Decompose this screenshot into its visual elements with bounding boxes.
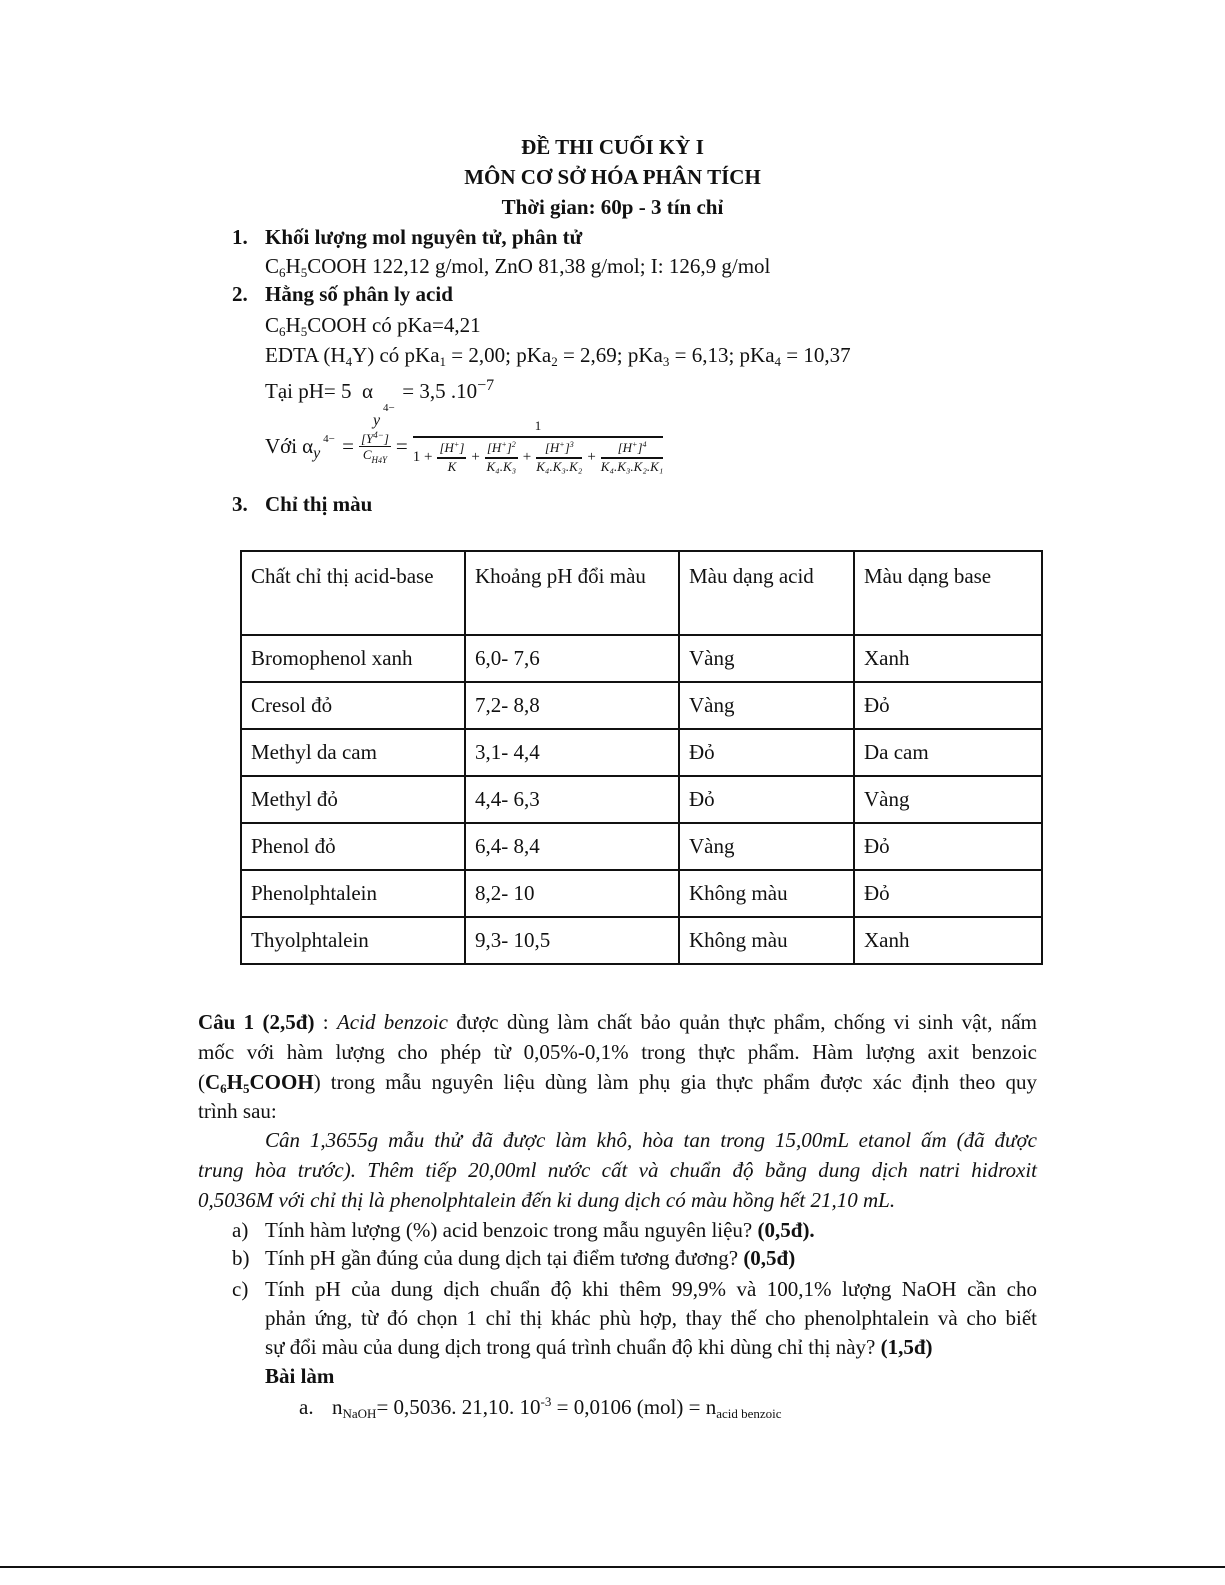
section-heading: Chỉ thị màu bbox=[265, 492, 373, 516]
section-heading: Khối lượng mol nguyên tử, phân tử bbox=[265, 225, 583, 249]
table-cell: Bromophenol xanh bbox=[241, 635, 465, 682]
section-number: 1. bbox=[232, 225, 248, 249]
subquestion-label: a) bbox=[232, 1218, 249, 1242]
alpha-formula: Với α y 4− = $\frac{[Y^{4-}]}{C_{H4Y}}$ = 1 1 + $\frac{[H^+]}{K}$ + $\frac{[H^+]^2}{\text{K₄.K₃}}$ + $\frac{[H^+]^3}{\text{K₄.K₃.K₂}}$ + $\frac{[H^+]^4}{\text{K₄.K₃.K₂.K₁}}$ bbox=[265, 418, 664, 474]
table-cell: 6,0- 7,6 bbox=[465, 635, 679, 682]
procedure-line: trung hòa trước). Thêm tiếp 20,00ml nước cất và chuẩn độ bằng dung dịch natri hidroxit bbox=[198, 1158, 1037, 1182]
subquestion-b: Tính pH gần đúng của dung dịch tại điểm tương đương? (0,5đ) bbox=[265, 1246, 796, 1270]
table-cell: Methyl da cam bbox=[241, 729, 465, 776]
column-header: Khoảng pH đổi màu bbox=[465, 551, 679, 635]
alpha-fraction: 1 1 + $\frac{[H^+]}{K}$ + $\frac{[H^+]^2}{\text{K₄.K₃}}$ + $\frac{[H^+]^3}{\text{K₄.K₃.K₂}}$ + $\frac{[H^+]^4}{\text{K₄.K₃.K₂.K₁}}$ bbox=[412, 418, 664, 474]
molar-mass-line: $C_6H_5COOH$ 122,12 g/mol, ZnO 81,38 g/mol; I: 126,9 g/mol bbox=[265, 254, 771, 280]
question-1-line: trình sau: bbox=[198, 1099, 277, 1123]
table-cell: Đỏ bbox=[854, 823, 1042, 870]
question-1-line: $(C_6H_5COOH)$ trong mẫu nguyên liệu dùng làm phụ gia thực phẩm được xác định theo quy bbox=[198, 1070, 1037, 1096]
answer-heading: Bài làm bbox=[265, 1364, 335, 1388]
table-cell: 3,1- 4,4 bbox=[465, 729, 679, 776]
indicator-table bbox=[240, 550, 1043, 965]
edta-pka-line: EDTA $(H_4Y)$ có pKa$_1$ = 2,00; pKa$_2$ = 2,69; pKa$_3$ = 6,13; pKa$_4$ = 10,37 bbox=[265, 343, 851, 369]
table-row bbox=[241, 776, 1042, 823]
column-header: Màu dạng base bbox=[854, 551, 1042, 635]
table-row bbox=[241, 635, 1042, 682]
subquestion-a: Tính hàm lượng (%) acid benzoic trong mẫu nguyên liệu? (0,5đ). bbox=[265, 1218, 815, 1242]
exam-title: ĐỀ THI CUỐI KỲ I bbox=[521, 135, 704, 159]
table-cell: Thyolphtalein bbox=[241, 917, 465, 964]
question-1-line: mốc với hàm lượng cho phép từ 0,05%-0,1% trong thực phẩm. Hàm lượng axit benzoic bbox=[198, 1040, 1037, 1064]
table-cell: Phenol đỏ bbox=[241, 823, 465, 870]
table-cell: Đỏ bbox=[679, 776, 854, 823]
table-cell: Vàng bbox=[679, 682, 854, 729]
table-cell: 8,2- 10 bbox=[465, 870, 679, 917]
table-cell: Da cam bbox=[854, 729, 1042, 776]
table-header-row bbox=[241, 551, 1042, 635]
table-cell: Đỏ bbox=[854, 870, 1042, 917]
section-number: 2. bbox=[232, 282, 248, 306]
table-cell: Vàng bbox=[679, 823, 854, 870]
subquestion-c: sự đổi màu của dung dịch trong quá trình chuẩn độ khi dùng chỉ thị này? (1,5đ) bbox=[265, 1335, 933, 1359]
table-cell: Vàng bbox=[854, 776, 1042, 823]
page-bottom-border bbox=[0, 1566, 1225, 1568]
table-cell: 9,3- 10,5 bbox=[465, 917, 679, 964]
table-cell: Phenolphtalein bbox=[241, 870, 465, 917]
procedure-line: 0,5036M với chỉ thị là phenolphtalein đến ki dung dịch có màu hồng hết 21,10 mL. bbox=[198, 1188, 896, 1212]
answer-line: $n_{NaOH}= 0,5036$. 21,10. $10^{-3} = 0,0106$ $(mol) = n_{acid benzoic}$ bbox=[332, 1394, 782, 1421]
table-cell: Đỏ bbox=[854, 682, 1042, 729]
table-cell: Đỏ bbox=[679, 729, 854, 776]
table-cell: Methyl đỏ bbox=[241, 776, 465, 823]
table-cell: 4,4- 6,3 bbox=[465, 776, 679, 823]
table-row bbox=[241, 823, 1042, 870]
table-row bbox=[241, 682, 1042, 729]
answer-label: a. bbox=[299, 1395, 314, 1419]
exam-duration: Thời gian: 60p - 3 tín chỉ bbox=[501, 195, 724, 219]
alpha-value-line: Tại pH= 5 α y 4− = 3,5 $.10^{-7}$ bbox=[265, 377, 495, 429]
procedure-line: Cân 1,3655g mẫu thử đã được làm khô, hòa tan trong 15,00mL etanol ấm (đã được bbox=[265, 1128, 1037, 1152]
table-cell: Xanh bbox=[854, 635, 1042, 682]
subquestion-label: c) bbox=[232, 1277, 249, 1301]
subquestion-c: Tính pH của dung dịch chuẩn độ khi thêm 99,9% và 100,1% lượng NaOH cần cho bbox=[265, 1277, 1037, 1301]
table-cell: 6,4- 8,4 bbox=[465, 823, 679, 870]
question-1-line: Câu 1 (2,5đ) : Acid benzoic được dùng làm chất bảo quản thực phẩm, chống vi sinh vật, nấm bbox=[198, 1010, 1037, 1034]
section-number: 3. bbox=[232, 492, 248, 516]
table-cell: Xanh bbox=[854, 917, 1042, 964]
table-cell: Không màu bbox=[679, 870, 854, 917]
subquestion-label: b) bbox=[232, 1246, 250, 1270]
column-header: Màu dạng acid bbox=[679, 551, 854, 635]
course-title: MÔN CƠ SỞ HÓA PHÂN TÍCH bbox=[464, 165, 761, 189]
subquestion-c: phản ứng, từ đó chọn 1 chỉ thị khác phù hợp, thay thế cho phenolphtalein và cho biết bbox=[265, 1306, 1037, 1330]
table-row bbox=[241, 870, 1042, 917]
table-row bbox=[241, 729, 1042, 776]
table-cell: Vàng bbox=[679, 635, 854, 682]
section-heading: Hằng số phân ly acid bbox=[265, 282, 453, 306]
table-cell: Không màu bbox=[679, 917, 854, 964]
benzoic-pka-line: $C_6H_5COOH$ có pKa=4,21 bbox=[265, 313, 481, 339]
denominator-k4k3k2k1: K₄.K₃.K₂.K₁ bbox=[600, 459, 664, 474]
table-cell: Cresol đỏ bbox=[241, 682, 465, 729]
column-header: Chất chỉ thị acid-base bbox=[241, 551, 465, 635]
table-row bbox=[241, 917, 1042, 964]
table-cell: 7,2- 8,8 bbox=[465, 682, 679, 729]
